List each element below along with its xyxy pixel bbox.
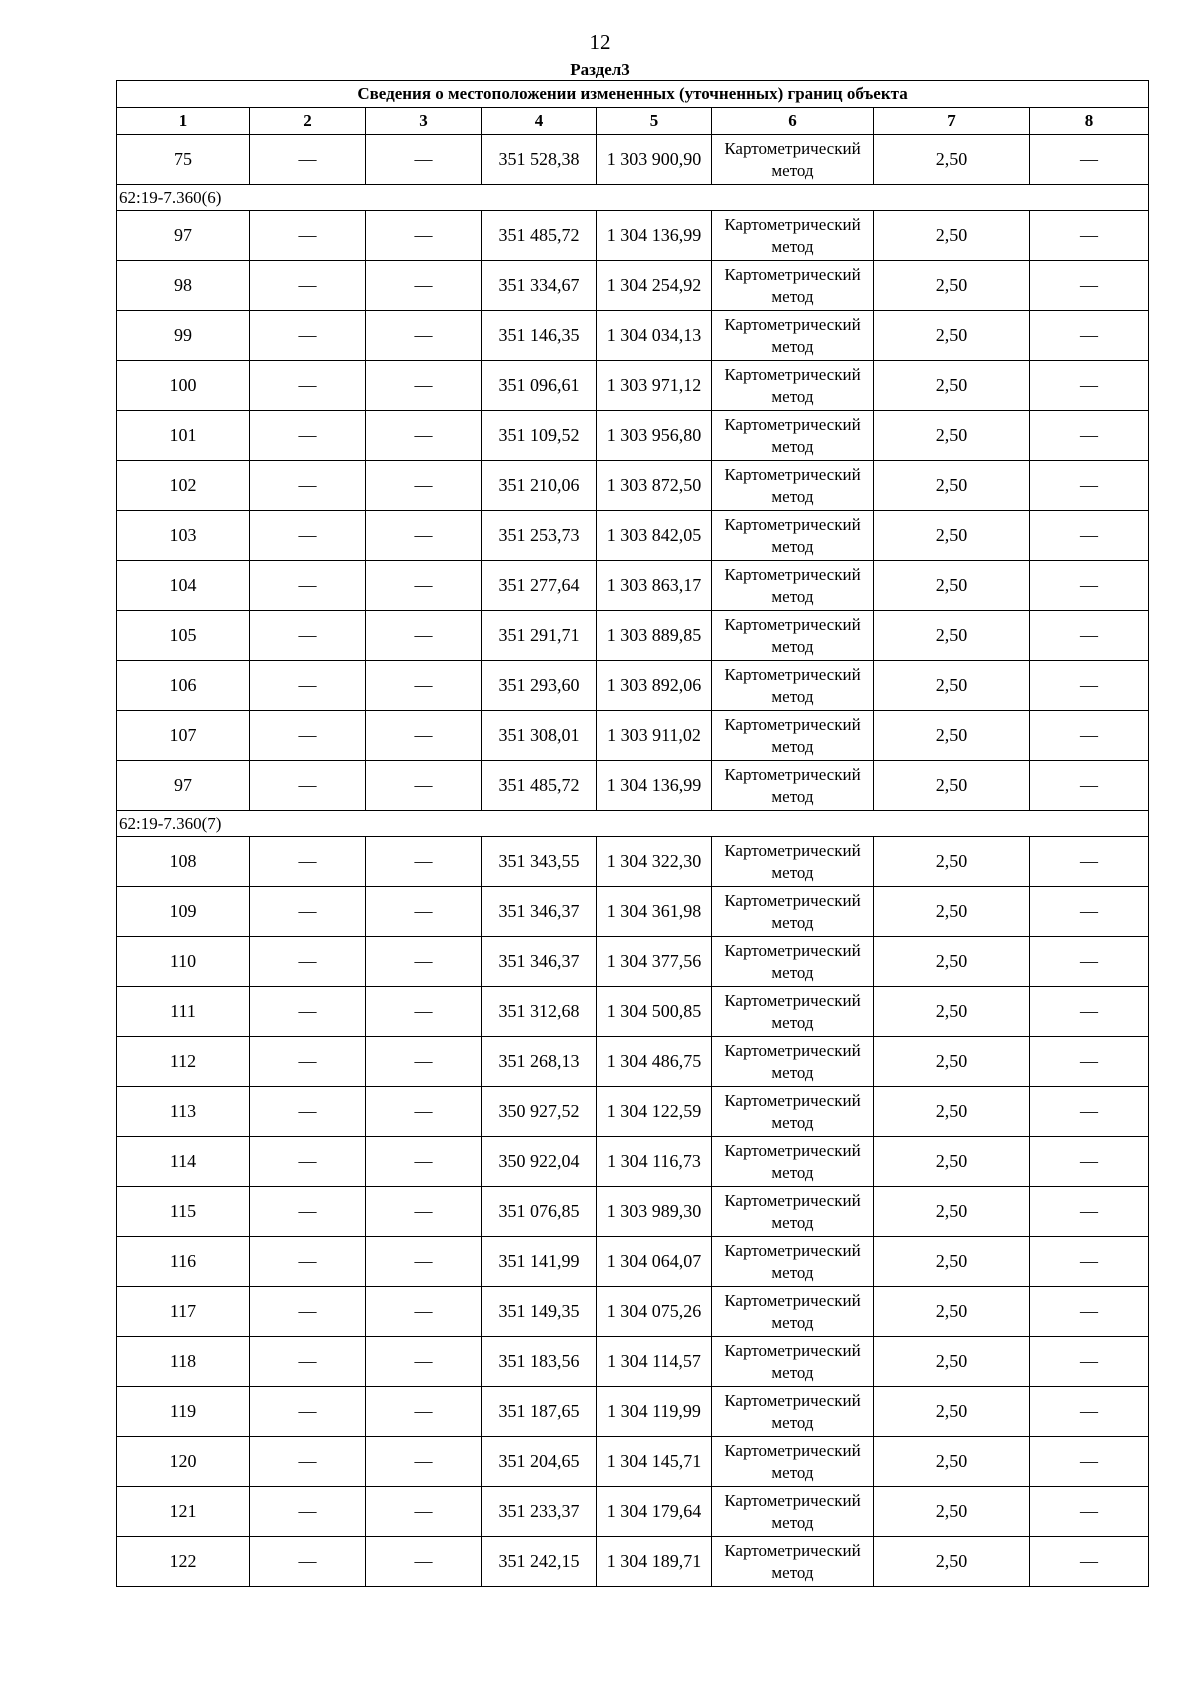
col-3-cell: — [366, 1437, 482, 1487]
point-number-cell: 115 [117, 1187, 250, 1237]
point-number-cell: 114 [117, 1137, 250, 1187]
point-number-cell: 103 [117, 511, 250, 561]
col-3-cell: — [366, 511, 482, 561]
col-8-cell: — [1030, 711, 1149, 761]
accuracy-cell: 2,50 [874, 311, 1030, 361]
coord-y-cell: 1 304 189,71 [597, 1537, 712, 1587]
table-row [117, 661, 1149, 711]
col-2-cell: — [250, 887, 366, 937]
col-8-cell: — [1030, 461, 1149, 511]
col-8-cell: — [1030, 1487, 1149, 1537]
col-8-cell: — [1030, 135, 1149, 185]
col-8-cell: — [1030, 837, 1149, 887]
method-cell: Картометрический метод [712, 887, 874, 937]
col-8-cell: — [1030, 987, 1149, 1037]
method-cell: Картометрический метод [712, 211, 874, 261]
accuracy-cell: 2,50 [874, 711, 1030, 761]
point-number-cell: 105 [117, 611, 250, 661]
point-number-cell: 98 [117, 261, 250, 311]
col-8-cell: — [1030, 1387, 1149, 1437]
coord-x-cell: 351 242,15 [482, 1537, 597, 1587]
contour-label: 62:19-7.360(7) [117, 811, 1149, 837]
col-8-cell: — [1030, 1537, 1149, 1587]
table-row [117, 761, 1149, 811]
table-row [117, 1487, 1149, 1537]
accuracy-cell: 2,50 [874, 661, 1030, 711]
coord-y-cell: 1 304 122,59 [597, 1087, 712, 1137]
point-number-cell: 116 [117, 1237, 250, 1287]
method-cell: Картометрический метод [712, 1287, 874, 1337]
table-row [117, 987, 1149, 1037]
col-8-cell: — [1030, 1287, 1149, 1337]
table-row [117, 1087, 1149, 1137]
col-8-cell: — [1030, 1237, 1149, 1287]
col-3-cell: — [366, 1387, 482, 1437]
col-3-cell: — [366, 987, 482, 1037]
coord-x-cell: 351 076,85 [482, 1187, 597, 1237]
col-3-cell: — [366, 361, 482, 411]
point-number-cell: 106 [117, 661, 250, 711]
point-number-cell: 113 [117, 1087, 250, 1137]
method-cell: Картометрический метод [712, 311, 874, 361]
col-2-cell: — [250, 1337, 366, 1387]
col-8-cell: — [1030, 561, 1149, 611]
method-cell: Картометрический метод [712, 411, 874, 461]
col-8-cell: — [1030, 1137, 1149, 1187]
col-8-cell: — [1030, 361, 1149, 411]
coord-y-cell: 1 303 956,80 [597, 411, 712, 461]
col-3-cell: — [366, 837, 482, 887]
point-number-cell: 111 [117, 987, 250, 1037]
coord-x-cell: 351 187,65 [482, 1387, 597, 1437]
coord-x-cell: 351 253,73 [482, 511, 597, 561]
col-8-cell: — [1030, 261, 1149, 311]
coord-x-cell: 351 485,72 [482, 211, 597, 261]
coord-x-cell: 351 293,60 [482, 661, 597, 711]
col-3-cell: — [366, 1137, 482, 1187]
table-row [117, 1237, 1149, 1287]
col-2-cell: — [250, 361, 366, 411]
column-number: 5 [597, 108, 712, 135]
point-number-cell: 100 [117, 361, 250, 411]
col-8-cell: — [1030, 937, 1149, 987]
table-row [117, 135, 1149, 185]
col-8-cell: — [1030, 887, 1149, 937]
method-cell: Картометрический метод [712, 1537, 874, 1587]
point-number-cell: 117 [117, 1287, 250, 1337]
coord-x-cell: 351 485,72 [482, 761, 597, 811]
col-3-cell: — [366, 937, 482, 987]
point-number-cell: 121 [117, 1487, 250, 1537]
method-cell: Картометрический метод [712, 261, 874, 311]
accuracy-cell: 2,50 [874, 1537, 1030, 1587]
accuracy-cell: 2,50 [874, 461, 1030, 511]
column-number: 2 [250, 108, 366, 135]
method-cell: Картометрический метод [712, 511, 874, 561]
accuracy-cell: 2,50 [874, 411, 1030, 461]
col-3-cell: — [366, 411, 482, 461]
method-cell: Картометрический метод [712, 1337, 874, 1387]
col-8-cell: — [1030, 311, 1149, 361]
coord-y-cell: 1 304 116,73 [597, 1137, 712, 1187]
coord-y-cell: 1 303 989,30 [597, 1187, 712, 1237]
coord-y-cell: 1 304 361,98 [597, 887, 712, 937]
col-3-cell: — [366, 1037, 482, 1087]
col-3-cell: — [366, 661, 482, 711]
contour-group-row [117, 185, 1149, 211]
accuracy-cell: 2,50 [874, 1137, 1030, 1187]
table-row [117, 1037, 1149, 1087]
col-2-cell: — [250, 611, 366, 661]
column-number: 1 [117, 108, 250, 135]
point-number-cell: 101 [117, 411, 250, 461]
coord-y-cell: 1 304 136,99 [597, 211, 712, 261]
coord-x-cell: 351 334,67 [482, 261, 597, 311]
point-number-cell: 119 [117, 1387, 250, 1437]
col-2-cell: — [250, 987, 366, 1037]
column-number: 6 [712, 108, 874, 135]
col-2-cell: — [250, 311, 366, 361]
col-8-cell: — [1030, 611, 1149, 661]
table-row [117, 1437, 1149, 1487]
coord-y-cell: 1 304 322,30 [597, 837, 712, 887]
accuracy-cell: 2,50 [874, 261, 1030, 311]
accuracy-cell: 2,50 [874, 561, 1030, 611]
table-row [117, 711, 1149, 761]
coord-x-cell: 351 096,61 [482, 361, 597, 411]
accuracy-cell: 2,50 [874, 1337, 1030, 1387]
table-row [117, 311, 1149, 361]
table-row [117, 1387, 1149, 1437]
col-8-cell: — [1030, 1087, 1149, 1137]
coord-x-cell: 351 346,37 [482, 937, 597, 987]
coord-y-cell: 1 304 254,92 [597, 261, 712, 311]
table-row [117, 611, 1149, 661]
point-number-cell: 97 [117, 761, 250, 811]
point-number-cell: 99 [117, 311, 250, 361]
table-caption: Сведения о местоположении измененных (уточненных) границ объекта [117, 81, 1149, 108]
method-cell: Картометрический метод [712, 761, 874, 811]
col-8-cell: — [1030, 1187, 1149, 1237]
contour-label: 62:19-7.360(6) [117, 185, 1149, 211]
accuracy-cell: 2,50 [874, 761, 1030, 811]
accuracy-cell: 2,50 [874, 511, 1030, 561]
point-number-cell: 120 [117, 1437, 250, 1487]
accuracy-cell: 2,50 [874, 135, 1030, 185]
coord-y-cell: 1 304 486,75 [597, 1037, 712, 1087]
col-3-cell: — [366, 261, 482, 311]
coord-x-cell: 351 277,64 [482, 561, 597, 611]
coord-y-cell: 1 304 179,64 [597, 1487, 712, 1537]
col-2-cell: — [250, 1187, 366, 1237]
col-3-cell: — [366, 887, 482, 937]
table-row [117, 1287, 1149, 1337]
contour-group-row [117, 811, 1149, 837]
col-3-cell: — [366, 1087, 482, 1137]
col-2-cell: — [250, 1237, 366, 1287]
table-row [117, 461, 1149, 511]
accuracy-cell: 2,50 [874, 837, 1030, 887]
col-3-cell: — [366, 1537, 482, 1587]
table-row [117, 411, 1149, 461]
col-3-cell: — [366, 761, 482, 811]
table-row [117, 837, 1149, 887]
accuracy-cell: 2,50 [874, 987, 1030, 1037]
col-2-cell: — [250, 1287, 366, 1337]
coord-x-cell: 351 210,06 [482, 461, 597, 511]
col-2-cell: — [250, 761, 366, 811]
coord-x-cell: 350 927,52 [482, 1087, 597, 1137]
method-cell: Картометрический метод [712, 711, 874, 761]
accuracy-cell: 2,50 [874, 1437, 1030, 1487]
coord-y-cell: 1 304 064,07 [597, 1237, 712, 1287]
col-8-cell: — [1030, 1037, 1149, 1087]
coord-y-cell: 1 304 075,26 [597, 1287, 712, 1337]
coord-y-cell: 1 304 145,71 [597, 1437, 712, 1487]
col-2-cell: — [250, 1037, 366, 1087]
page-number: 12 [589, 30, 611, 54]
point-number-cell: 118 [117, 1337, 250, 1387]
coord-y-cell: 1 303 971,12 [597, 361, 712, 411]
coord-x-cell: 351 308,01 [482, 711, 597, 761]
column-number: 8 [1030, 108, 1149, 135]
method-cell: Картометрический метод [712, 1037, 874, 1087]
col-3-cell: — [366, 461, 482, 511]
column-number: 7 [874, 108, 1030, 135]
col-3-cell: — [366, 135, 482, 185]
accuracy-cell: 2,50 [874, 1087, 1030, 1137]
method-cell: Картометрический метод [712, 1387, 874, 1437]
coord-y-cell: 1 304 136,99 [597, 761, 712, 811]
column-numbers-row [117, 108, 1149, 135]
col-8-cell: — [1030, 511, 1149, 561]
point-number-cell: 97 [117, 211, 250, 261]
table-row [117, 561, 1149, 611]
col-8-cell: — [1030, 211, 1149, 261]
method-cell: Картометрический метод [712, 1187, 874, 1237]
col-3-cell: — [366, 611, 482, 661]
col-2-cell: — [250, 211, 366, 261]
method-cell: Картометрический метод [712, 461, 874, 511]
boundary-coordinates-table [116, 80, 1149, 1587]
method-cell: Картометрический метод [712, 561, 874, 611]
accuracy-cell: 2,50 [874, 1187, 1030, 1237]
coord-x-cell: 351 233,37 [482, 1487, 597, 1537]
method-cell: Картометрический метод [712, 987, 874, 1037]
accuracy-cell: 2,50 [874, 1237, 1030, 1287]
method-cell: Картометрический метод [712, 1487, 874, 1537]
table-row [117, 1187, 1149, 1237]
col-8-cell: — [1030, 661, 1149, 711]
col-2-cell: — [250, 837, 366, 887]
col-3-cell: — [366, 1237, 482, 1287]
table-row [117, 887, 1149, 937]
col-2-cell: — [250, 1537, 366, 1587]
column-number: 4 [482, 108, 597, 135]
col-3-cell: — [366, 1487, 482, 1537]
coord-y-cell: 1 304 500,85 [597, 987, 712, 1037]
coord-x-cell: 351 149,35 [482, 1287, 597, 1337]
col-2-cell: — [250, 135, 366, 185]
point-number-cell: 122 [117, 1537, 250, 1587]
coord-x-cell: 351 146,35 [482, 311, 597, 361]
col-2-cell: — [250, 1087, 366, 1137]
accuracy-cell: 2,50 [874, 1037, 1030, 1087]
col-2-cell: — [250, 511, 366, 561]
table-row [117, 361, 1149, 411]
coord-y-cell: 1 303 872,50 [597, 461, 712, 511]
col-3-cell: — [366, 1287, 482, 1337]
point-number-cell: 104 [117, 561, 250, 611]
coord-x-cell: 351 183,56 [482, 1337, 597, 1387]
table-row [117, 1537, 1149, 1587]
coord-x-cell: 351 141,99 [482, 1237, 597, 1287]
accuracy-cell: 2,50 [874, 887, 1030, 937]
col-8-cell: — [1030, 761, 1149, 811]
col-8-cell: — [1030, 1437, 1149, 1487]
table-row [117, 937, 1149, 987]
coord-x-cell: 351 312,68 [482, 987, 597, 1037]
point-number-cell: 108 [117, 837, 250, 887]
col-3-cell: — [366, 561, 482, 611]
method-cell: Картометрический метод [712, 135, 874, 185]
table-row [117, 261, 1149, 311]
coord-x-cell: 351 268,13 [482, 1037, 597, 1087]
coord-x-cell: 351 343,55 [482, 837, 597, 887]
col-2-cell: — [250, 261, 366, 311]
col-3-cell: — [366, 211, 482, 261]
col-2-cell: — [250, 1137, 366, 1187]
coord-y-cell: 1 304 034,13 [597, 311, 712, 361]
coord-y-cell: 1 304 119,99 [597, 1387, 712, 1437]
accuracy-cell: 2,50 [874, 361, 1030, 411]
point-number-cell: 109 [117, 887, 250, 937]
col-2-cell: — [250, 1387, 366, 1437]
col-8-cell: — [1030, 411, 1149, 461]
col-2-cell: — [250, 561, 366, 611]
method-cell: Картометрический метод [712, 837, 874, 887]
method-cell: Картометрический метод [712, 661, 874, 711]
col-2-cell: — [250, 661, 366, 711]
table-row [117, 511, 1149, 561]
col-8-cell: — [1030, 1337, 1149, 1387]
accuracy-cell: 2,50 [874, 211, 1030, 261]
table-body [117, 135, 1149, 1587]
coord-y-cell: 1 303 842,05 [597, 511, 712, 561]
col-3-cell: — [366, 311, 482, 361]
point-number-cell: 75 [117, 135, 250, 185]
accuracy-cell: 2,50 [874, 937, 1030, 987]
point-number-cell: 102 [117, 461, 250, 511]
table-row [117, 1337, 1149, 1387]
col-2-cell: — [250, 937, 366, 987]
table-row [117, 211, 1149, 261]
point-number-cell: 112 [117, 1037, 250, 1087]
coord-x-cell: 351 291,71 [482, 611, 597, 661]
coord-y-cell: 1 303 863,17 [597, 561, 712, 611]
method-cell: Картометрический метод [712, 611, 874, 661]
coord-x-cell: 351 346,37 [482, 887, 597, 937]
section-title: Раздел3 [570, 60, 630, 79]
coord-y-cell: 1 303 900,90 [597, 135, 712, 185]
accuracy-cell: 2,50 [874, 1387, 1030, 1437]
method-cell: Картометрический метод [712, 361, 874, 411]
point-number-cell: 107 [117, 711, 250, 761]
col-2-cell: — [250, 1437, 366, 1487]
col-2-cell: — [250, 461, 366, 511]
accuracy-cell: 2,50 [874, 1487, 1030, 1537]
coord-x-cell: 350 922,04 [482, 1137, 597, 1187]
method-cell: Картометрический метод [712, 1237, 874, 1287]
accuracy-cell: 2,50 [874, 1287, 1030, 1337]
accuracy-cell: 2,50 [874, 611, 1030, 661]
col-3-cell: — [366, 1337, 482, 1387]
coord-y-cell: 1 303 889,85 [597, 611, 712, 661]
coord-x-cell: 351 204,65 [482, 1437, 597, 1487]
col-2-cell: — [250, 411, 366, 461]
coord-x-cell: 351 528,38 [482, 135, 597, 185]
col-3-cell: — [366, 711, 482, 761]
coord-y-cell: 1 303 892,06 [597, 661, 712, 711]
table-row [117, 1137, 1149, 1187]
method-cell: Картометрический метод [712, 937, 874, 987]
coord-x-cell: 351 109,52 [482, 411, 597, 461]
method-cell: Картометрический метод [712, 1087, 874, 1137]
column-number: 3 [366, 108, 482, 135]
col-2-cell: — [250, 711, 366, 761]
coord-y-cell: 1 304 114,57 [597, 1337, 712, 1387]
coord-y-cell: 1 303 911,02 [597, 711, 712, 761]
point-number-cell: 110 [117, 937, 250, 987]
method-cell: Картометрический метод [712, 1437, 874, 1487]
col-3-cell: — [366, 1187, 482, 1237]
col-2-cell: — [250, 1487, 366, 1537]
method-cell: Картометрический метод [712, 1137, 874, 1187]
coord-y-cell: 1 304 377,56 [597, 937, 712, 987]
